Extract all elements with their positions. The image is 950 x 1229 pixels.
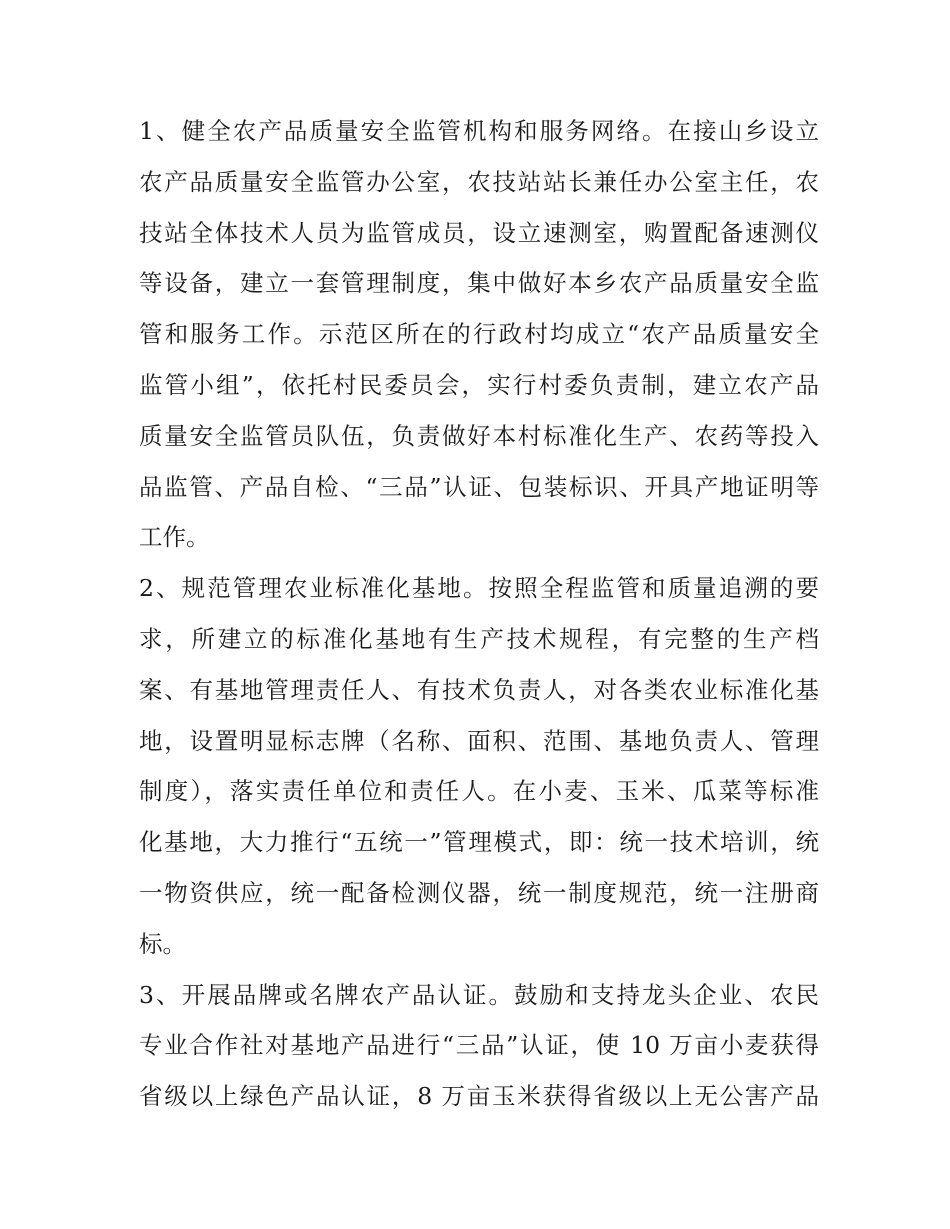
text-line: 品监管、产品自检、“三品”认证、包装标识、开具产地证明等	[139, 472, 819, 501]
text-line: 案、有基地管理责任人、有技术负责人，对各类农业标准化基	[139, 675, 819, 704]
text-line: 化基地，大力推行“五统一”管理模式，即：统一技术培训，统	[139, 828, 819, 857]
text-line: 标。	[139, 929, 186, 958]
text-line: 工作。	[139, 523, 210, 552]
text-line: 监管小组”，依托村民委员会，实行村委负责制，建立农产品	[139, 370, 819, 399]
text-line: 地，设置明显标志牌（名称、面积、范围、基地负责人、管理	[139, 726, 819, 755]
text-line: 制度），落实责任单位和责任人。在小麦、玉米、瓜菜等标准	[139, 777, 819, 806]
text-line: 质量安全监管员队伍，负责做好本村标准化生产、农药等投入	[139, 421, 819, 450]
text-line: 专业合作社对基地产品进行“三品”认证，使 10 万亩小麦获得	[139, 1031, 819, 1060]
text-line: 3、开展品牌或名牌农产品认证。鼓励和支持龙头企业、农民	[139, 980, 819, 1009]
text-line: 求，所建立的标准化基地有生产技术规程，有完整的生产档	[139, 624, 819, 653]
text-line: 等设备，建立一套管理制度，集中做好本乡农产品质量安全监	[139, 269, 819, 298]
text-line: 一物资供应，统一配备检测仪器，统一制度规范，统一注册商	[139, 878, 819, 907]
text-line: 省级以上绿色产品认证，8 万亩玉米获得省级以上无公害产品	[139, 1082, 819, 1111]
text-line: 技站全体技术人员为监管成员，设立速测室，购置配备速测仪	[139, 218, 819, 247]
text-line: 农产品质量安全监管办公室，农技站站长兼任办公室主任，农	[139, 167, 819, 196]
text-line: 2、规范管理农业标准化基地。按照全程监管和质量追溯的要	[139, 574, 819, 603]
document-body	[139, 106, 819, 1122]
text-line: 1、健全农产品质量安全监管机构和服务网络。在接山乡设立	[139, 117, 819, 145]
text-line: 管和服务工作。示范区所在的行政村均成立“农产品质量安全	[139, 320, 819, 349]
